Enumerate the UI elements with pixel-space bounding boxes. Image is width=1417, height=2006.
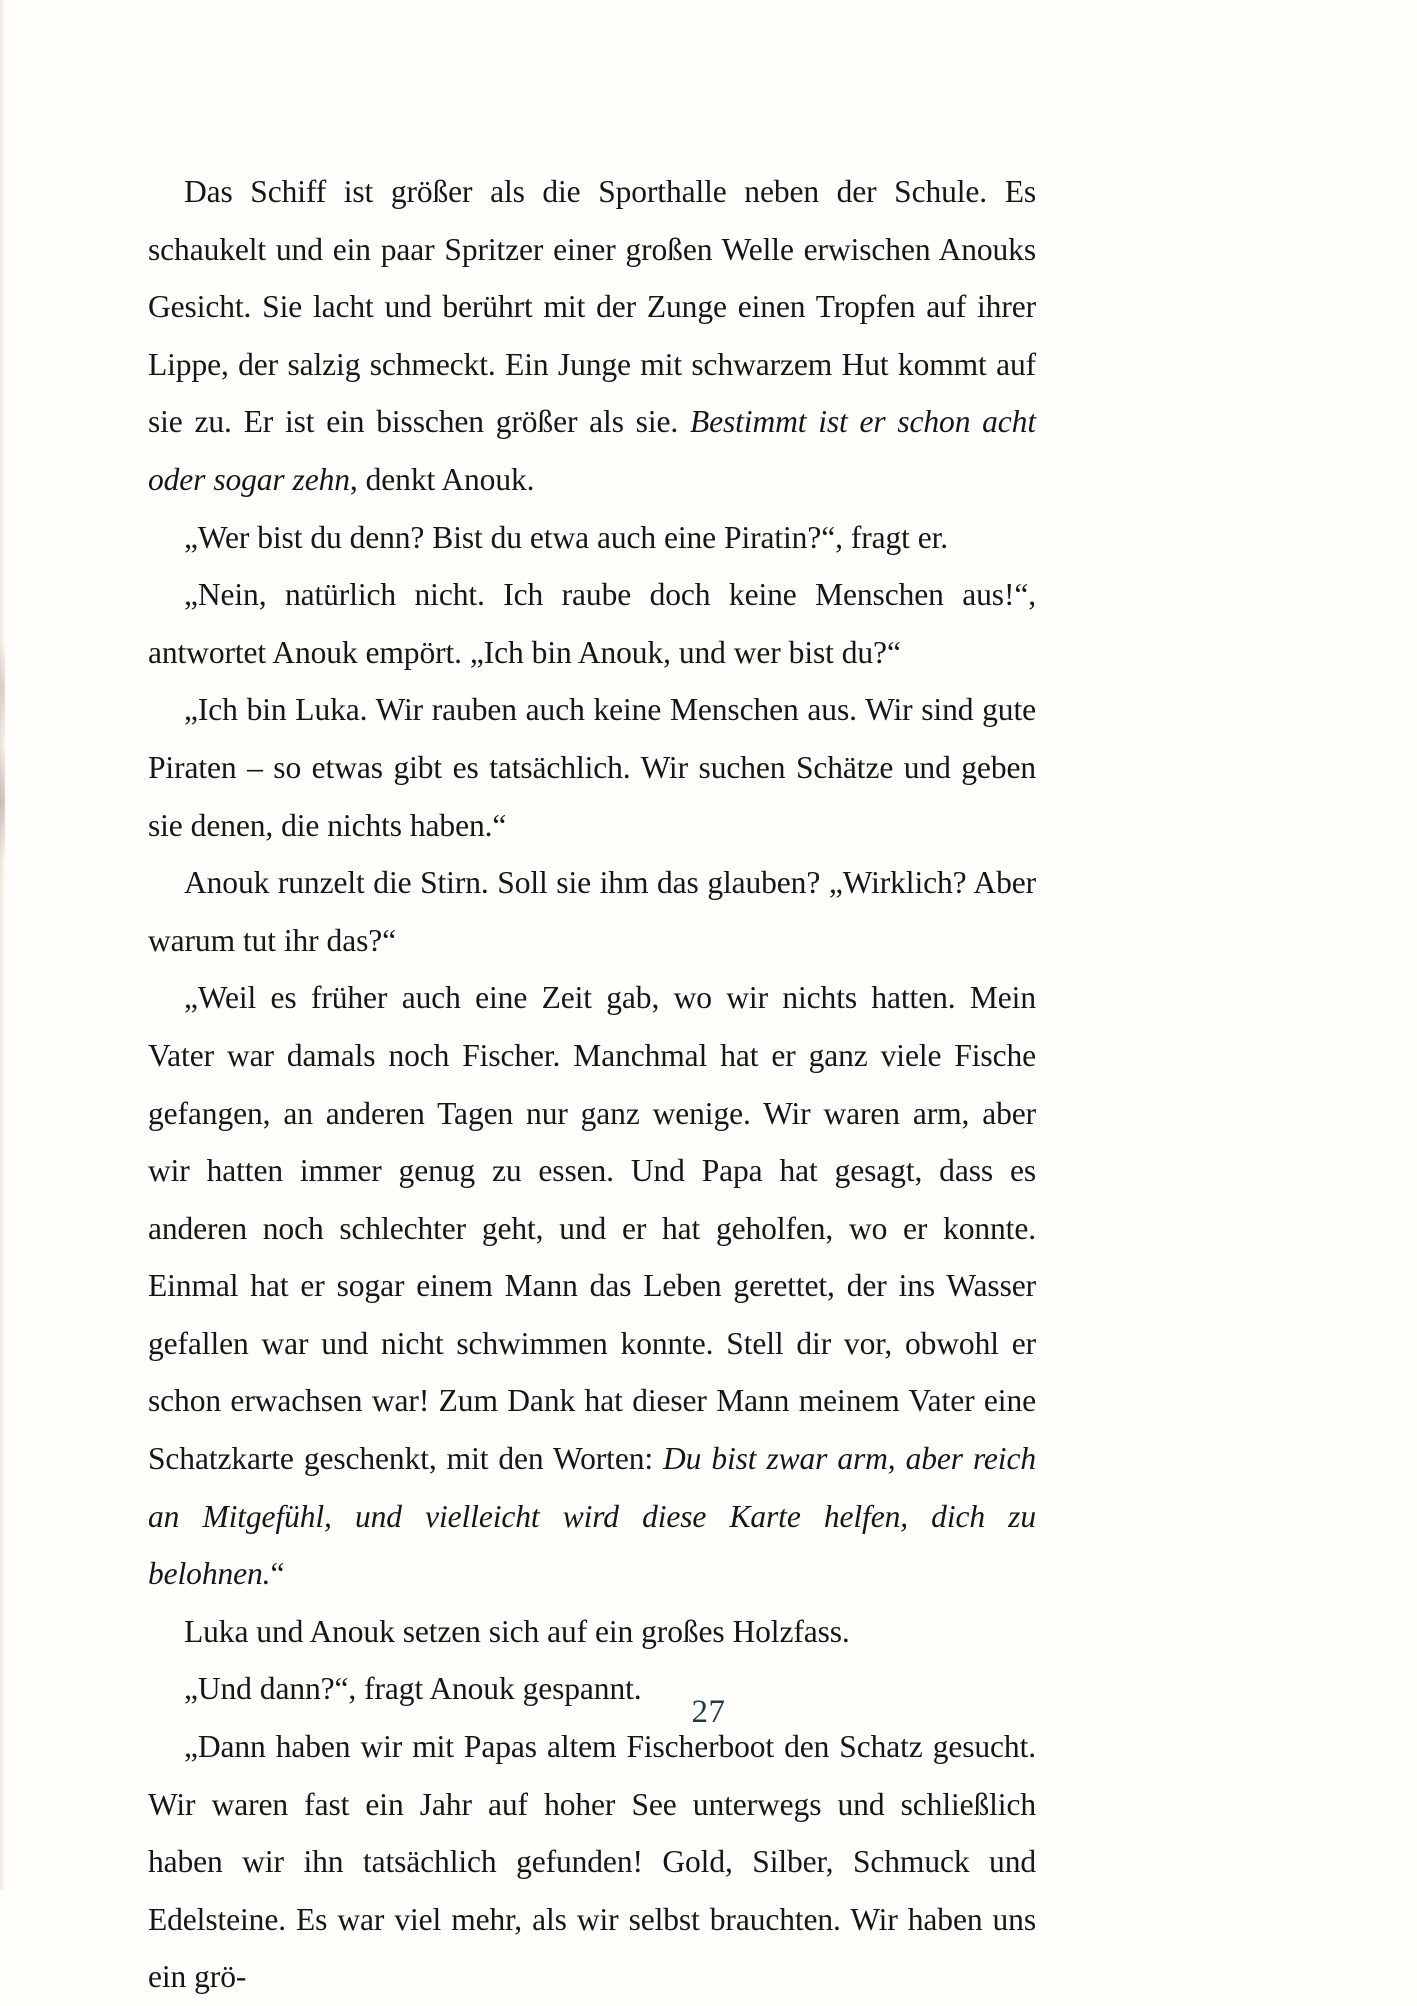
paragraph-4 (148, 681, 1036, 854)
scan-edge-artifact (0, 0, 7, 1890)
paragraph-6-run-1: „Weil es früher auch eine Zeit gab, wo wir nichts hatten. Mein Vater war damals noch Fischer. Manchmal hat er ganz viele Fische gefangen, an anderen Tagen nur ganz wenige. Wir waren arm, aber wir hatten immer genug zu essen. Und Papa hat gesagt, dass es anderen noch schlechter geht, und er hat geholfen, wo er konnte. Einmal hat er sogar einem Mann das Leben gerettet, der ins Wasser gefallen war und nicht schwimmen konnte. Stell dir vor, obwohl er schon erwachsen war! Zum Dank hat dieser Mann meinem Vater eine Schatzkarte geschenkt, mit den Worten: (148, 980, 1036, 1477)
paragraph-3-run-1: „Nein, natürlich nicht. Ich raube doch keine Menschen aus!“, antwortet Anouk empört. „Ich bin Anouk, und wer bist du?“ (148, 577, 1036, 670)
paragraph-1 (148, 163, 1036, 509)
paragraph-8-run-1: „Und dann?“, fragt Anouk gespannt. (184, 1671, 642, 1707)
paragraph-7 (148, 1603, 1036, 1661)
paragraph-3 (148, 566, 1036, 681)
paragraph-1-run-2-italic: Bestimmt ist er schon acht oder sogar zehn (148, 404, 1036, 497)
paragraph-2 (148, 509, 1036, 567)
paragraph-7-run-1: Luka und Anouk setzen sich auf ein großes Holzfass. (184, 1613, 850, 1649)
paragraph-6-run-3: “ (270, 1556, 285, 1592)
paragraph-1-run-3: , denkt Anouk. (349, 461, 535, 497)
page-number: 27 (691, 1694, 726, 1730)
paragraph-6 (148, 969, 1036, 1603)
paragraph-5 (148, 854, 1036, 969)
paragraph-4-run-1: „Ich bin Luka. Wir rauben auch keine Menschen aus. Wir sind gute Piraten – so etwas gibt es tatsächlich. Wir suchen Schätze und geben sie denen, die nichts haben.“ (148, 692, 1036, 843)
paragraph-9-run-1: „Dann haben wir mit Papas altem Fischerboot den Schatz gesucht. Wir waren fast ein Jahr auf hoher See unterwegs und schließlich haben wir ihn tatsächlich gefunden! Gold, Silber, Schmuck und Edelsteine. Es war viel mehr, als wir selbst brauchten. Wir haben uns ein grö- (148, 1729, 1036, 1995)
paragraph-1-run-1: Das Schiff ist größer als die Sporthalle neben der Schule. Es schaukelt und ein paar Spritzer einer großen Welle erwischen Anouks Gesicht. Sie lacht und berührt mit der Zunge einen Tropfen auf ihrer Lippe, der salzig schmeckt. Ein Junge mit schwarzem Hut kommt auf sie zu. Er ist ein bisschen größer als sie. (148, 174, 1036, 440)
scan-edge-marks (0, 640, 5, 900)
paragraph-5-run-1: Anouk runzelt die Stirn. Soll sie ihm das glauben? „Wirklich? Aber warum tut ihr das?“ (148, 865, 1036, 958)
paragraph-6-run-2-italic: Du bist zwar arm, aber reich an Mitgefühl, und vielleicht wird diese Karte helfen, dich zu belohnen. (148, 1441, 1036, 1592)
paragraph-9 (148, 1718, 1036, 2006)
paragraph-2-run-1: „Wer bist du denn? Bist du etwa auch eine Piratin?“, fragt er. (184, 519, 949, 555)
